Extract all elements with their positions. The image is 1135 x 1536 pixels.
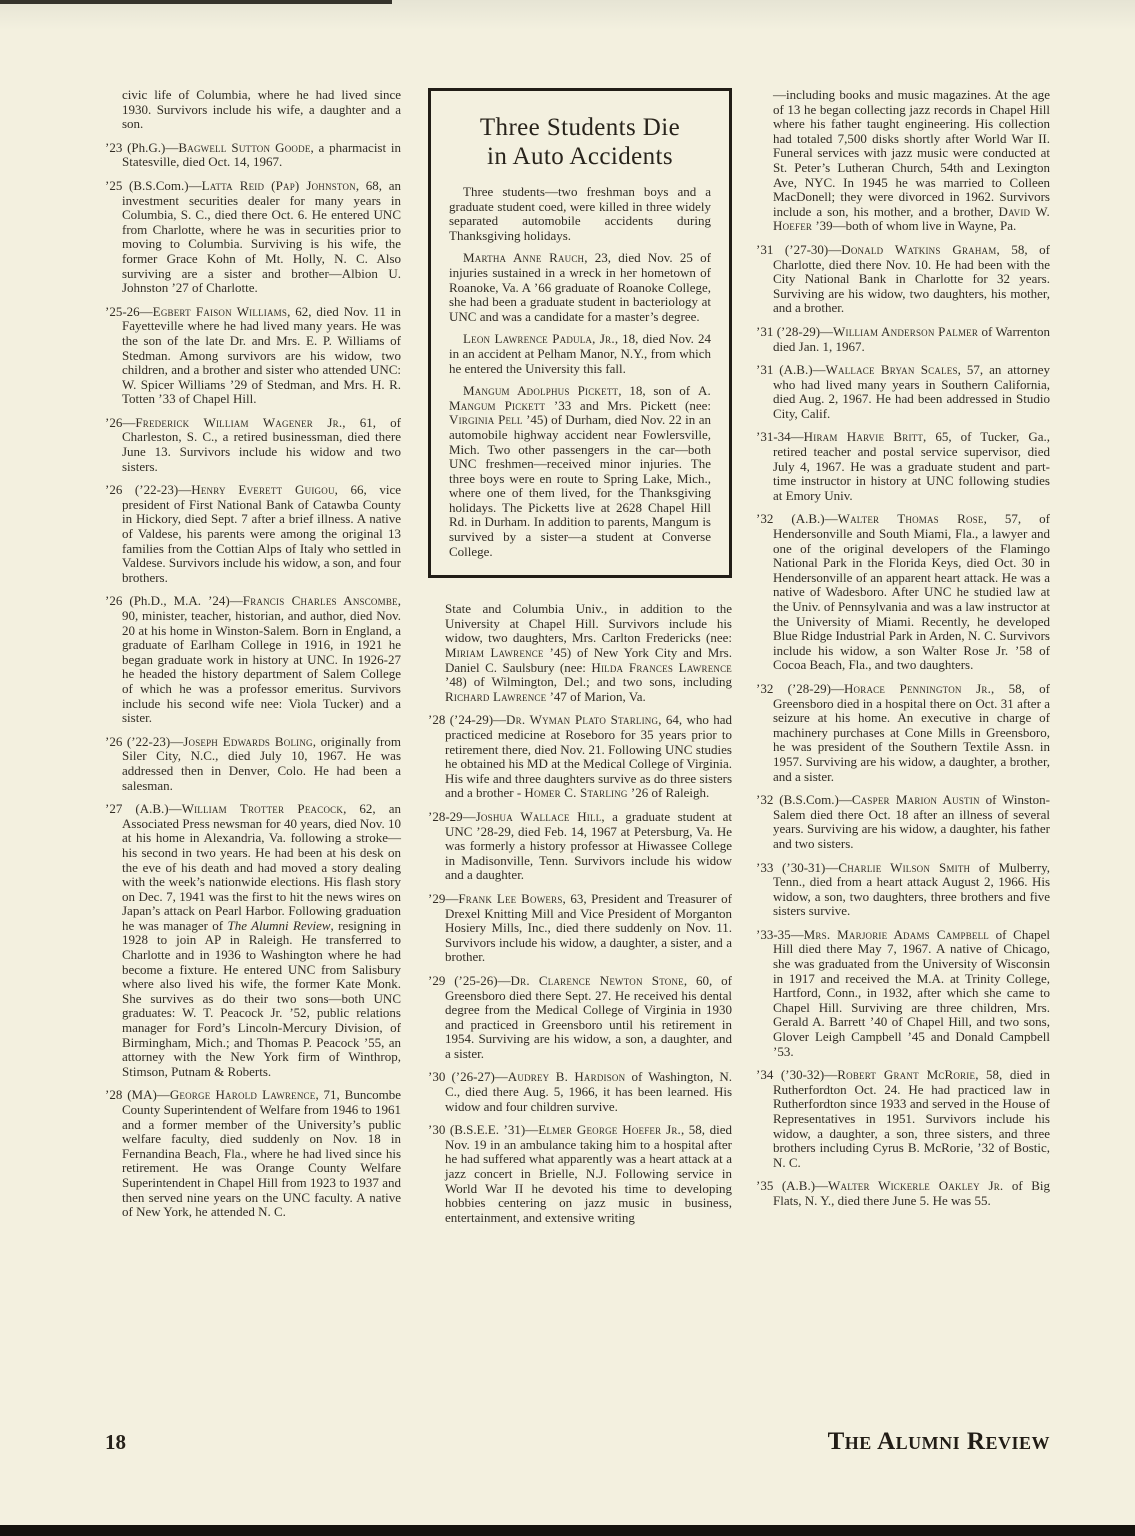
obituary-entry — [105, 305, 401, 407]
person-name: Wallace Bryan Scales — [825, 362, 958, 378]
obituary-entry — [756, 243, 1050, 316]
text-run: ’47 of Marion, Va. — [546, 688, 646, 704]
journal-title: The Alumni Review — [827, 1428, 1050, 1455]
obituary-entry — [428, 1070, 732, 1114]
person-name: Elmer George Hoefer Jr. — [538, 1122, 681, 1138]
obituary-entry — [756, 682, 1050, 784]
text-run: , a pharmacist in Statesville, died Oct. 14, 1967. — [122, 139, 401, 170]
person-name: Richard Lawrence — [445, 688, 547, 704]
person-name: Casper Marion Austin — [851, 792, 980, 808]
article-paragraph — [449, 332, 711, 376]
text-run: , 65, of Tucker, Ga., retired teacher and postal service supervisor, died July 4, 1967. He was a graduate student and part-time instructor in history at UNC following studies at Emory Univ. — [773, 429, 1050, 503]
page-footer — [105, 1428, 1050, 1456]
person-name: Francis Charles Anscombe — [242, 593, 398, 609]
article-title-line2: in Auto Accidents — [487, 143, 673, 170]
text-run: , 68, an investment securities dealer for many years in Columbia, S. C., died there Oct. 6. He entered UNC from Charlotte, where he was in securities prior to moving to Columbia. Surviving is his wife, the former Grace Kohn of Mt. Holly, N. C. Also surviving are a sister and brother—Albion U. Johnston ’27 of Charlotte. — [122, 177, 401, 296]
text-run: ’31 (’28-29)— — [756, 323, 834, 339]
text-run: ’26 of Raleigh. — [627, 785, 710, 801]
text-run: , 66, vice president of First National Bank of Catawba County in Hickory, died Sept. 7 after a brief illness. A native of Valdese, his parents were among the original 13 families from the Cottian Alps of Italy who settled in Valdese. Survivors include his widow, a son, and four brothers. — [122, 482, 401, 585]
text-run: Three students—two freshman boys and a graduate student coed, were killed in three widely separated automobile accidents during Thanksgiving holidays. — [449, 184, 711, 243]
obituary-entry — [756, 430, 1050, 503]
text-run: ’30 (B.S.E.E. ’31)— — [428, 1122, 539, 1138]
text-run: ’31 (’27-30)— — [756, 241, 842, 257]
text-run: ’32 (A.B.)— — [756, 511, 838, 527]
person-name: Robert Grant McRorie — [837, 1067, 976, 1083]
page-top-edge-mark — [0, 0, 392, 4]
text-run: ’29— — [428, 890, 459, 906]
person-name: William Anderson Palmer — [833, 323, 979, 339]
text-run: ’35 (A.B.)— — [756, 1178, 829, 1194]
person-name: Miriam Lawrence — [445, 645, 544, 661]
text-run: ’25-26— — [105, 303, 153, 319]
person-name: Joshua Wallace Hill — [475, 808, 602, 824]
person-name: Henry Everett Guigou — [191, 482, 335, 498]
person-name: Joseph Edwards Boling — [183, 733, 313, 749]
obituary-entry — [105, 1088, 401, 1219]
text-run: , a graduate student at UNC ’28-29, died Feb. 14, 1967 at Petersburg, Va. He was formerly a history professor at Hiwassee College in Madisonville, Tenn. Survivors include his widow and a daughter. — [445, 808, 732, 883]
text-run: , 62, an Associated Press newsman for 40 years, died Nov. 10 at his home in Alexandria, Va. following a stroke—his second in two years. He had been at his desk on the eve of his death and had moved a story dealing with the week’s nationwide elections. His flash story on Dec. 7, 1941 was the first to hit the news wires on Japan’s attack on Pearl Harbor. Following graduation he was manager of — [122, 801, 401, 933]
text-run: , originally from Siler City, N.C., died July 10, 1967. He was addressed then in Denver, Colo. He had been a salesman. — [122, 733, 401, 793]
text-run: ’31-34— — [756, 429, 804, 445]
obituary-entry — [105, 416, 401, 474]
text-run: ’30 (’26-27)— — [428, 1069, 508, 1085]
obituary-entry — [428, 810, 732, 883]
text-run: of Big Flats, N. Y., died there June 5. He was 55. — [773, 1178, 1050, 1208]
text-run: ’26— — [105, 414, 136, 430]
person-name: Walter Thomas Rose — [837, 511, 984, 527]
person-name: Leon Lawrence Padula, Jr. — [463, 331, 615, 347]
obituary-entry — [105, 483, 401, 585]
text-run: ’31 (A.B.)— — [756, 362, 826, 378]
person-name: Charlie Wilson Smith — [838, 859, 971, 875]
text-run: of Winston-Salem died there Oct. 18 after an illness of several years. Surviving are his widow, a daughter, his father and two sisters. — [773, 792, 1050, 851]
person-name: Donald Watkins Graham — [841, 241, 997, 257]
obituary-entry — [428, 713, 732, 801]
text-run: ’28 (’24-29)— — [428, 712, 507, 728]
text-run: , 58, of Greensboro died in a hospital there on Oct. 31 after a seizure at his home. An executive in charge of machinery purchases at Cone Mills in Greensboro, he was president of the Southern Textile Assn. in 1957. Surviving are his widow, a daughter, a brother, and a sister. — [773, 680, 1050, 784]
italic-text: The Alumni Review — [227, 917, 331, 933]
text-run: ’32 (B.S.Com.)— — [756, 792, 852, 808]
text-run: , 23, died Nov. 25 of injuries sustained in a wreck in her hometown of Roanoke, Va. A ’66 graduate of Roanoke College, she had been a graduate student in bacteriology at UNC and was a candidate for a master’s degree. — [449, 250, 711, 324]
obituary-entry — [756, 928, 1050, 1059]
obituary-entry — [428, 1123, 732, 1225]
text-run: ’48) of Wilmington, Del.; and two sons, including — [445, 674, 732, 690]
text-run: , 18, son of — [618, 383, 698, 399]
person-name: David W. Hoefer — [773, 203, 1050, 234]
person-name: Hiram Harvie Britt — [803, 429, 924, 445]
text-run: ’28 (MA)— — [105, 1087, 170, 1103]
person-name: Dr. Wyman Plato Starling — [506, 712, 659, 728]
person-name: Frederick William Wagener Jr. — [135, 414, 343, 430]
text-run: ’45) of Durham, died Nov. 22 in an automobile highway accident near Fowlersville, Mich. Two other passengers in the car—both UNC freshmen—received minor injuries. The three boys were en route to Spring Lake, Mich., where one of them lived, for the Thanksgiving holidays. The Picketts live at 2628 Chapel Hill Rd. in Durham. In addition to parents, Mangum is survived by a sister—a student at Converse College. — [449, 412, 711, 559]
obituary-entry — [756, 1179, 1050, 1208]
text-run: of Washington, N. C., died there Aug. 5, 1966, it has been learned. His widow and four children survive. — [445, 1069, 732, 1114]
person-name: Horace Pennington Jr. — [843, 680, 992, 696]
article-title-line1: Three Students Die — [479, 114, 681, 141]
article-paragraph — [449, 185, 711, 243]
obituary-continuation — [105, 88, 401, 132]
obituary-entry — [756, 363, 1050, 421]
person-name: George Harold Lawrence — [169, 1087, 316, 1103]
text-run: ’26 (Ph.D., M.A. ’24)— — [105, 593, 243, 609]
obituary-entry — [756, 793, 1050, 851]
text-run: , 58, died in Rutherfordton Oct. 24. He had practiced law in Rutherfordton since 1933 and served in the House of Representatives in 1951. Survivors include his widow, a daughter, a son, three sisters, and three brothers including Cyrus B. McRorie, ’32 of Bostic, N. C. — [773, 1067, 1050, 1170]
article-title — [449, 113, 711, 171]
text-run: ’39—both of whom live in Wayne, Pa. — [812, 218, 1017, 234]
obituary-column-3 — [756, 88, 1050, 1218]
person-name: Virginia Pell — [449, 412, 523, 428]
text-run: ’33 (’30-31)— — [756, 859, 839, 875]
obituary-entry — [105, 141, 401, 170]
text-run: , 18, died Nov. 24 in an accident at Pelham Manor, N.Y., from which he entered the University this fall. — [449, 331, 711, 376]
article-body — [449, 185, 711, 559]
text-run: , 60, of Greensboro died there Sept. 27. He received his dental degree from the Medical College of Virginia in 1930 and practiced in Greensboro until his retirement in 1954. Surviving are his widow, a son, a daughter, and a sister. — [445, 972, 732, 1061]
person-name: Walter Wickerle Oakley Jr. — [828, 1178, 1004, 1194]
text-run: State and Columbia Univ., in addition to the University at Chapel Hill. Survivors include his widow, two daughters, Mrs. Carlton Fredericks (nee: — [445, 601, 732, 646]
person-name: Bagwell Sutton Goode — [178, 139, 311, 155]
text-run: ’23 (Ph.G.)— — [105, 139, 179, 155]
text-run: , 58, of Charlotte, died there Nov. 10. He had been with the City National Bank in Charlotte for 32 years. Surviving are his widow, two daughters, his mother, and a brother. — [773, 241, 1050, 316]
person-name: Homer C. Starling — [524, 785, 628, 801]
text-run: of Chapel Hill died there May 7, 1967. A native of Chicago, she was graduated from the University of Wisconsin in 1917 and received the M.A. at Trinity College, Hartford, Conn., in 1932, after which she came to Chapel Hill. Surviving are three children, Mrs. Gerald A. Barrett ’40 of Chapel Hill, and two sons, Glover Leigh Campbell ’45 and Donald Campbell ’53. — [773, 926, 1050, 1059]
text-run: , 57, an attorney who had lived many years in Southern California, died Aug. 2, 1967. He had been addressed in Studio City, Calif. — [773, 362, 1050, 421]
obituary-entry — [756, 325, 1050, 354]
text-run: ’34 (’30-32)— — [756, 1067, 838, 1083]
page-bottom-bar — [0, 1525, 1135, 1536]
obituary-column-1 — [105, 88, 401, 1229]
text-run: , 64, who had practiced medicine at Roseboro for 35 years prior to retirement there, died Nov. 21. Following UNC studies he obtained his MD at the Medical College of Virginia. His wife and three daughters survive as do three sisters and a brother - — [445, 712, 732, 801]
obituary-continuation — [428, 602, 732, 704]
obituary-entry — [105, 594, 401, 725]
obituary-entry — [756, 1068, 1050, 1170]
text-run: , 58, died Nov. 19 in an ambulance taking him to a hospital after he had suffered what apparently was a heart attack at a jazz concert in Brielle, N.J. Following service in World War II he devoted his time to developing hobbies centering on jazz music in business, entertainment, and extensive writing — [445, 1122, 732, 1225]
obituary-entry — [105, 179, 401, 296]
text-run: ’33 and Mrs. Pickett (nee: — [545, 397, 711, 413]
text-run: ’26 (’22-23)— — [105, 482, 192, 498]
text-run: ’25 (B.S.Com.)— — [105, 177, 202, 193]
person-name: Dr. Clarence Newton Stone — [510, 972, 684, 988]
obituary-entry — [428, 974, 732, 1062]
boxed-article — [428, 88, 732, 578]
text-run: ’45) of New York City and Mrs. Daniel C. Saulsbury (nee: — [445, 645, 732, 675]
text-run: , 57, of Hendersonville and South Miami, Fla., a lawyer and one of the original developers of the Flamingo National Park in the Florida Keys, died Oct. 30 in Hendersonville of an apparent heart attack. He was a native of Wadesboro. After UNC he studied law at the Univ. of Pennsylvania and was a law instructor at the University of Miami. Recently, he developed Blue Ridge Industrial Park in Arden, N. C. Survivors include his widow, a son Walter Rose Jr. ’58 of Cocoa Beach, Fla., and two daughters. — [773, 511, 1050, 673]
person-name: Egbert Faison Williams — [152, 303, 288, 319]
person-name: Latta Reid (Pap) Johnston — [201, 177, 356, 193]
text-run: ’29 (’25-26)— — [428, 972, 511, 988]
obituary-entry — [756, 861, 1050, 919]
person-name: Mangum Adolphus Pickett — [463, 383, 619, 399]
text-run: ’32 (’28-29)— — [756, 680, 844, 696]
text-run: of Warrenton died Jan. 1, 1967. — [773, 323, 1050, 354]
obituary-column-2-entries — [428, 602, 732, 1225]
article-paragraph — [449, 384, 711, 559]
text-run: , resigning in 1928 to join AP in Raleigh. He transferred to Charlotte and in 1936 to Washington where he had become a fixture. He entered UNC from Salisbury where also lived his wife, the former Kate Monk. She survives as do their two sons—both UNC graduates: W. T. Peacock Jr. ’52, public relations manager for Ford’s Lincoln-Mercury Division, of Birmingham, Mich.; and Thomas P. Peacock ’55, an attorney with the New York firm of Winthrop, Stimson, Putnam & Roberts. — [122, 917, 401, 1079]
text-run: ’26 (’22-23)— — [105, 733, 184, 749]
person-name: Frank Lee Bowers — [458, 890, 563, 906]
text-run: ’33-35— — [756, 926, 804, 942]
person-name: Hilda Frances Lawrence — [591, 659, 732, 675]
person-name: A. Mangum Pickett — [449, 383, 712, 413]
text-run: civic life of Columbia, where he had lived since 1930. Survivors include his wife, a daughter and a son. — [122, 87, 401, 132]
text-run: ’27 (A.B.)— — [105, 801, 182, 817]
person-name: Audrey B. Hardison — [507, 1069, 626, 1085]
obituary-entry — [105, 802, 401, 1079]
text-run: of Mulberry, Tenn., died from a heart attack August 2, 1966. His widow, a son, two daughters, three brothers and five sisters survive. — [773, 859, 1050, 919]
text-run: , 62, died Nov. 11 in Fayetteville where he had lived many years. He was the son of the late Dr. and Mrs. E. P. Williams of Stedman. Among survivors are his widow, two children, and a brother and sister who attended UNC: W. Spicer Williams ’29 of Stedman, and Mrs. H. R. Totten ’33 of Chapel Hill. — [122, 303, 401, 407]
obituary-entry — [428, 892, 732, 965]
text-run: , 71, Buncombe County Superintendent of Welfare from 1946 to 1961 and a former member of the University’s public welfare faculty, died suddenly on Nov. 18 in Fernandina Beach, Fla., where he had lived since his retirement. He was Orange County Welfare Superintendent in Chapel Hill from 1923 to 1937 and then served nine years on the UNC faculty. A native of New York, he attended N. C. — [122, 1087, 401, 1220]
person-name: William Trotter Peacock — [181, 801, 344, 817]
text-run: —including books and music magazines. At the age of 13 he began collecting jazz records in Chapel Hill where his father taught engineering. His collection had totaled 7,500 disks shortly after World War II. Funeral services with jazz music were conducted at St. Peter’s Lutheran Church, 54th and Lexington Ave, NYC. In 1945 he was married to Colleen MacDonell; they were divorced in 1962. Survivors include a son, his mother, and a brother, — [773, 87, 1050, 219]
article-paragraph — [449, 251, 711, 324]
text-run: ’28-29— — [428, 808, 476, 824]
person-name: Mrs. Marjorie Adams Campbell — [803, 926, 989, 942]
text-run: , 90, minister, teacher, historian, and author, died Nov. 20 at his home in Winston-Salem. Born in England, a graduate of Earlham College in 1916, in 1921 he began graduate work in history at UNC. In 1926-27 he headed the history department of Salem College of which he was a professor emeritus. Survivors include his second wife nee: Viola Tucker) and a sister. — [122, 593, 401, 726]
obituary-entry — [756, 512, 1050, 673]
page-number: 18 — [105, 1430, 126, 1454]
obituary-continuation — [756, 88, 1050, 234]
text-run: , 63, President and Treasurer of Drexel Knitting Mill and Vice President of Morganton Hosiery Mills, Inc., died there suddenly on Nov. 11. Survivors include his widow, a daughter, a sister, and a brother. — [445, 890, 732, 965]
text-run: , 61, of Charleston, S. C., a retired businessman, died there June 13. Survivors include his widow and two sisters. — [122, 414, 401, 474]
obituary-column-2 — [428, 88, 732, 1234]
obituary-entry — [105, 735, 401, 793]
person-name: Martha Anne Rauch — [463, 250, 585, 266]
